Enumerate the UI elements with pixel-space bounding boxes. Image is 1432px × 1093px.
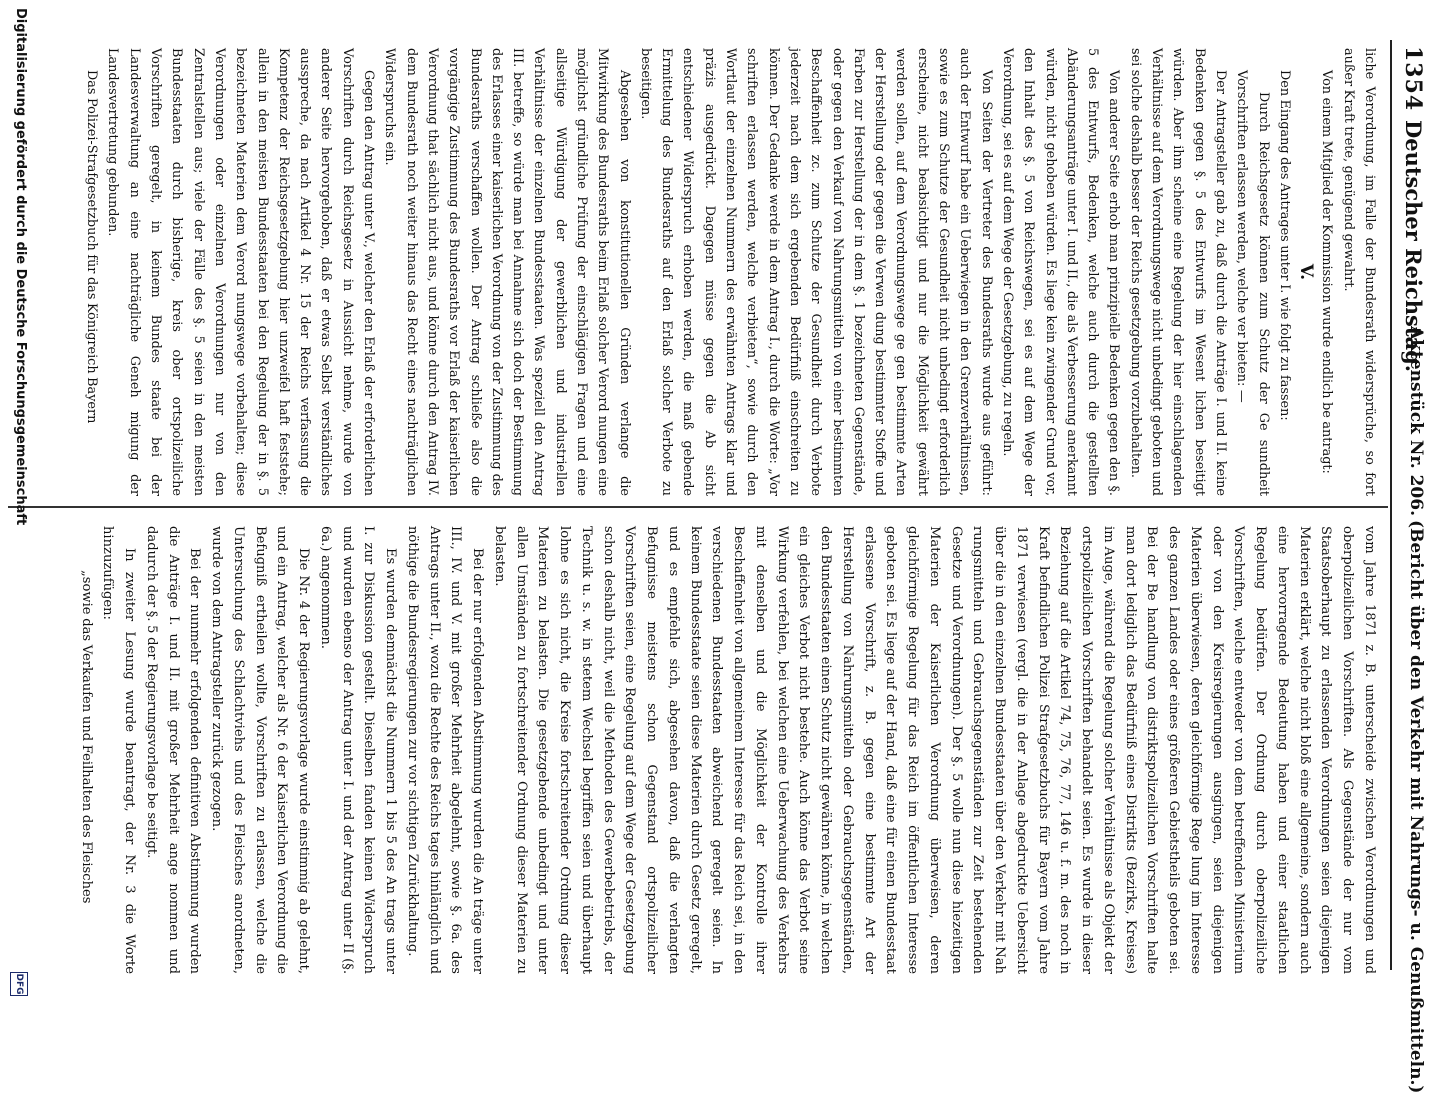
paragraph: Der Antragsteller gab zu, daß durch die Anträge I. und II. keine Bedenken gegen §. 5 des Entwurfs im Wesent lichen beseitigt würden. Aber ihm scheine eine Regelung der hier einschlagenden Verhältnisse auf dem Verordnungswege nicht unbedingt geboten und sei solche deshalb besser der Reichs gesetzgebung vorzubehalten. [1127,48,1228,496]
paragraph: Von Seiten der Vertreter des Bundesraths wurde aus geführt: auch der Entwurf habe ein Ueberwiegen in den Grenzverhältnissen, sowie es zum Schutze der Gesundheit nicht unbedingt erforderlich erscheine, nicht beabsichtigt und nur die Möglichkeit gewährt werden sollen, auf dem Verordnungswege ge gen bestimmte Arten der Herstellung oder gegen die Verwen dung bestimmter Stoffe und Farben zur Herstellung der in dem §. 1 bezeichneten Gegenstände, oder gegen den Verkauf von Nahrungsmitteln von einer bestimmten Beschaffenheit zc. zum Schutze der Gesundheit durch Verbote jederzeit nach dem sich ergebenden Bedürfniß einschreiten zu können. Der Gedanke werde in dem Antrag I., durch die Worte: „Vor schriften erlassen werden, welche verbieten“, sowie durch den Wortlaut der einzelnen Nummern des erwähnten Antrags klar und präzis ausgedrückt. Dagegen müsse gegen die Ab sicht entschiedener Widerspruch erhoben werden, die maß gebende Ermittelung des Bundesraths auf den Erlaß solcher Verbote zu beseitigen. [637,48,994,496]
paragraph: vom Jahre 1871 z. B. unterscheide zwischen Verordnungen und oberpolizeilichen Vorschriften. Als Gegenstände der nur vom Staatsoberhaupt zu erlassenden Verordnungen seien diejenigen Materien erklärt, welche nicht bloß eine allgemeine, sondern auch eine hervorragende Bedeutung haben und einer staatlichen Regelung bedürfen. Der Ordnung durch oberpolizeiliche Vorschriften, welche entweder von dem betreffenden Ministerium oder von den Kreisregierungen ausgingen, seien diejenigen Materien überwiesen, deren gleichförmige Rege lung im Interesse des ganzen Landes oder eines größeren Gebietstheils geboten sei. Bei der Be handlung von distriktspolizeilichen Vorschriften halte man dort lediglich das Bedürfniß eines Distrikts (Bezirks, Kreises) im Auge, während die Regelung solcher Verhältnisse als Objekt der ortspolizeilichen Vorschriften behandelt seien. Es wurde in dieser Beziehung auf die Artikel 74, 75, 76, 77, 146 u. f. m. des noch in Kraft befindlichen Polizei Strafgesetzbuchs für Bayern vom Jahre 1871 verwiesen (vergl. die in der Anlage abgedruckte Uebersicht über die in den einzelnen Bundesstaaten über den Verkehr mit Nah rungsmitteln und Gebrauchsgegenständen zur Zeit bestehenden Gesetze und Verordnungen). Der §. 5 wolle nun diese hiezeitigen Materien der Kaiserlichen Verordnung überweisen, deren gleichförmige Regelung für das Reich im öffentlichen Interesse geboten sei. Es liege auf der Hand, daß eine für einen Bundesstaat erlassene Vorschrift, z. B. gegen eine bestimmte Art der Herstellung von Nahrungsmitteln oder Gebrauchsgegenständen, den Bundesstaaten einen Schutz nicht gewähren könne, in welchen ein gleiches Verbot nicht bestehe. Auch könne das Verbot seine Wirkung verfehlen, bei welchen eine Ueberwachung des Verkehrs mit denselben und die Möglichkeit der Kontrolle ihrer Beschaffenheit von allgemeinem Interesse für das Reich sei, in den verschiedenen Bundesstaaten abweichend geregelt seien. In keinem Bundesstaate seien diese Materien durch Gesetz geregelt, und es empfehle sich, abgesehen davon, daß die verlangten Befugnisse meistens schon Gegenstand ortspolizeilicher Vorschriften seien, eine Regelung auf dem Wege der Gesetzgebung schon deshalb nicht, weil die Methoden des Gewerbebetriebs, der Technik u. s. w. in stetem Wechsel begriffen seien und überhaupt lohne es sich nicht, die Kreise fortschreitender Ordnung dieser Materien zu belasten. Die gesetzgebende unbedingt und unter allen Umständen zu fortschreitender Ordnung dieser Materien zu belasten. [492,526,1377,974]
paragraph: „sowie das Verkaufen und Feilhalten des Fleisches [78,570,94,904]
paragraph: Von einem Mitglied der Kommission wurde endlich be antragt: [1319,70,1335,474]
funding-credit: Digitalisierung gefördert durch die Deutsche Forschungsgemeinschaft [13,8,28,526]
paragraph: Das Polizei-Strafgesetzbuch für das Königreich Bayern [84,70,100,424]
dfg-logo: DFG [10,972,28,996]
paragraph: liche Verordnung, im Falle der Bundesrath widersprüche, so fort außer Kraft trete, genügend gewahrt. [1340,48,1377,496]
paragraph: Abgesehen von konstitutionellen Gründen verlange die Mitwirkung des Bundesraths beim Erlaß solcher Verord nungen eine möglichst gründliche Prüfung der einschlägigen Fragen und eine allseitige Würdigung der gewerblichen und industriellen Verhältnisse der einzelnen Bundesstaaten. Was speziell den Antrag III. betreffe, so würde man bei Annahme sich doch der Bestimmung des Erlasses einer kaiserlichen Verordnung von der Zustimmung des Bundesraths verschaffen wollen. Der Antrag schließe also die vorgängige Zustimmung des Bundesraths vor Erlaß der kaiserlichen Verordnung that sächlich nicht aus, und könne durch den Antrag IV. dem Bundesrath noch weiter hinaus das Recht eines nachträglichen Widerspruchs ein. [382,48,632,496]
page-header [1388,0,1432,1093]
paragraph: V. [1296,263,1317,281]
footer-strip [4,0,32,1000]
left-text-column [81,48,1380,496]
paragraph: Bei der nunmehr erfolgenden definitiven Abstimmung wurden die Anträge I. und II. mit großer Mehrheit ange nommen und dadurch der §. 5 der Regierungsvorlage be seitigt. [144,526,203,974]
paragraph: Die Nr. 4 der Regierungsvorlage wurde einstimmig ab gelehnt, und ein Antrag, welcher als Nr. 6 der Kaiserlichen Verordnung die Befugniß ertheilen wollte, Vorschriften zu erlassen, welche die Untersuchung des Schlachtviehs und des Fleisches anordneten, wurde von dem Antragsteller zurück gezogen. [209,526,312,974]
page-number: 1354 [1400,46,1426,112]
header-subtitle: Aktenstück Nr. 206. [1406,326,1426,517]
paragraph: Den Eingang des Antrages unter I. wie folgt zu fassen: [1276,70,1292,421]
header-right-title: (Bericht über den Verkehr mit Nahrungs- u. Genußmitteln.) [1406,520,1426,1093]
header-title: Deutscher Reichstag. [1401,120,1426,373]
paragraph: In zweiter Lesung wurde beantragt, der Nr. 3 die Worte hinzuzufügen: [100,526,138,974]
paragraph: Durch Reichsgesetz können zum Schutz der Ge sundheit Vorschriften erlassen werden, welche ver bieten: — [1234,70,1271,496]
paragraph: Von anderer Seite erhob man prinzipielle Bedenken gegen den §. 5 des Entwurfs, Bedenken, welche auch durch die gestellten Abänderungsanträge unter I. und II., die als Verbesserung anerkannt würden, nicht gehoben würden. Es liege kein zwingender Grund vor, den Inhalt des §. 5 von Reichswegen, sei es auf dem Wege der Verordnung, sei es auf dem Wege der Gesetzgebung, zu regeln. [999,48,1122,496]
column-divider [8,506,1388,508]
paragraph: Es wurden demnächst die Nummern 1 bis 5 des An trags unter I. zur Diskussion gestellt. Dieselben fanden keinen Widerspruch und wurden ebenso der Antrag unter I. und der Antrag unter II (§. 6a.) angenommen. [318,526,399,974]
paragraph: Bei der nur erfolgenden Abstimmung wurden die An träge unter III., IV. und V. mit großer Mehrheit abgelehnt, sowie §. 6a. des Antrags unter II., wozu die Rechte des Reichs tages hinlänglich und nöthige die Bundesregierungen zur vor sichtigen Zurückhaltung. [405,526,486,974]
paragraph: Gegen den Antrag unter V., welcher den Erlaß der erforderlichen Vorschriften durch Reichsgesetz in Aussicht nehme, wurde von anderer Seite hervorgehoben, daß er etwas Selbst verständliches ausspreche, da nach Artikel 4 Nr. 15 der Reichs verfassung die Kompetenz der Reichsgesetzgebung hier unzweifel haft feststehe; allein in den meisten Bundesstaaten bei den Regelung der in §. 5 bezeichneten Materien dem Verord nungswege vorbehalten; diese Verordnungen oder einzelnen Verordnungen nur von den Zentralstellen aus; viele der Fälle des §. 5 seien in den meisten Bundesstaaten durch bisherige, kreis ober ortspolizeiliche Vorschriften geregelt, in keinem Bundes staate bei der Landesverwaltung an eine nachträgliche Geneh migung der Landesvertretung gebunden. [105,48,377,496]
header-rule [1390,40,1392,970]
right-text-column [75,526,1380,974]
